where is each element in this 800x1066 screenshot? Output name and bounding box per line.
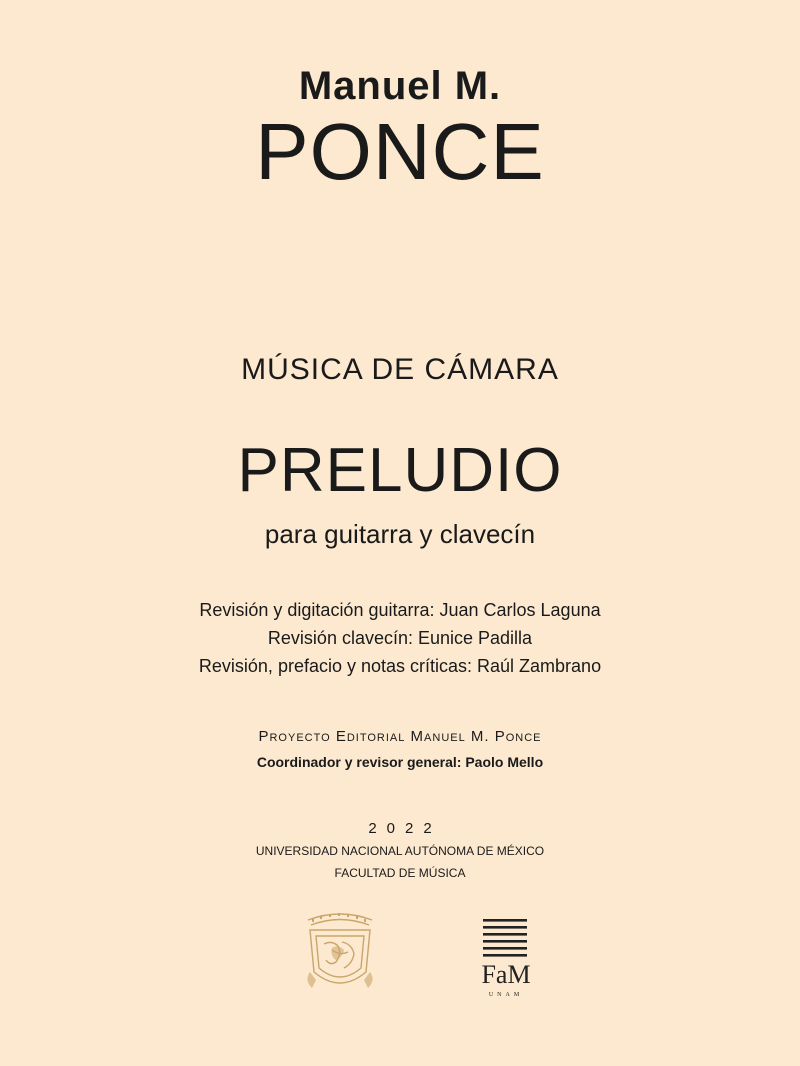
credit-line: Revisión y digitación guitarra: Juan Carlos Laguna: [199, 600, 601, 620]
coordinator-line: Coordinador y revisor general: Paolo Mello: [256, 754, 544, 770]
credits-block: [0, 596, 800, 680]
series-title: MÚSICA DE CÁMARA: [241, 353, 559, 386]
credit-line: Revisión, prefacio y notas críticas: Raúl Zambrano: [198, 656, 602, 676]
institution-name: UNIVERSIDAD NACIONAL AUTÓNOMA DE MÉXICO: [255, 844, 545, 858]
work-subtitle: para guitarra y clavecín: [264, 519, 536, 549]
project-name: Proyecto Editorial Manuel M. Ponce: [258, 728, 542, 745]
composer-surname: PONCE: [255, 107, 545, 196]
composer-name: Manuel M.: [298, 64, 502, 108]
credit-line: Revisión clavecín: Eunice Padilla: [267, 628, 533, 648]
publication-year: 2022: [368, 820, 442, 837]
work-title: PRELUDIO: [237, 436, 563, 505]
publisher-block: [0, 840, 800, 884]
fam-logo-subtext: UNAM: [488, 992, 524, 998]
fam-logo-icon: [478, 913, 534, 999]
unam-seal-icon: [302, 910, 378, 994]
faculty-name: FACULTAD DE MÚSICA: [334, 866, 466, 880]
fam-logo-text: FaM: [481, 960, 531, 989]
